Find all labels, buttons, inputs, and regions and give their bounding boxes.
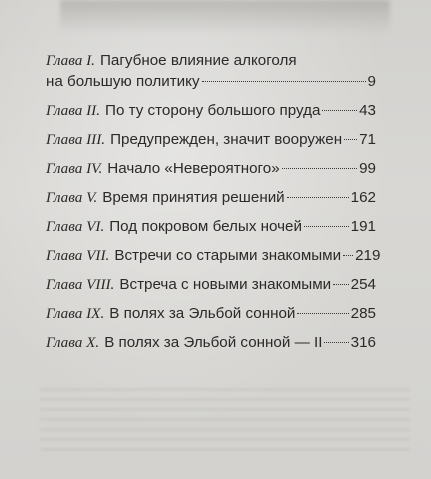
chapter-number: Глава II. (46, 102, 101, 119)
toc-entry-3 (46, 129, 376, 150)
toc-entry-6 (46, 216, 376, 237)
dot-leader (282, 168, 357, 169)
toc-entry-1 (46, 50, 376, 92)
dot-leader (287, 197, 349, 198)
chapter-title: Начало «Невероятного» (107, 160, 280, 177)
chapter-number: Глава VII. (46, 247, 110, 264)
dot-leader (324, 342, 348, 343)
dot-leader (202, 81, 366, 82)
page-number: 99 (359, 160, 376, 177)
chapter-number: Глава III. (46, 131, 106, 148)
dot-leader (322, 110, 357, 111)
chapter-number: Глава VIII. (46, 276, 115, 293)
page-number: 43 (359, 102, 376, 119)
chapter-title: Предупрежден, значит вооружен (110, 131, 343, 148)
chapter-number: Глава V. (46, 189, 98, 206)
toc-entry-8 (46, 274, 376, 295)
chapter-title: В полях за Эльбой сонной — II (104, 334, 323, 351)
page-number: 285 (350, 305, 376, 322)
chapter-title: Время принятия решений (102, 189, 285, 206)
chapter-title: По ту сторону большого пруда (105, 102, 321, 119)
page-number: 162 (350, 189, 376, 206)
chapter-title: В полях за Эльбой сонной (109, 305, 296, 322)
chapter-title: Встречи со старыми знакомыми (114, 247, 342, 264)
chapter-number: Глава VI. (46, 218, 105, 235)
toc-entry-5 (46, 187, 376, 208)
show-through-bottom (40, 388, 410, 458)
toc-entry-9 (46, 303, 376, 324)
chapter-number: Глава X. (46, 334, 100, 351)
chapter-title: Пагубное влияние алкоголя (99, 52, 297, 69)
page-number: 9 (367, 73, 376, 90)
dot-leader (344, 139, 357, 140)
chapter-title-continued: на большую политику (46, 73, 200, 90)
chapter-number: Глава IV. (46, 160, 103, 177)
toc-entry-4 (46, 158, 376, 179)
page-number: 316 (350, 334, 376, 351)
show-through-top (60, 0, 390, 34)
dot-leader (333, 284, 349, 285)
toc-entry-2 (46, 100, 376, 121)
dot-leader (304, 226, 349, 227)
chapter-number: Глава IX. (46, 305, 105, 322)
chapter-title: Встреча с новыми знакомыми (119, 276, 332, 293)
page-number: 219 (355, 247, 381, 264)
page-number: 191 (350, 218, 376, 235)
dot-leader (297, 313, 348, 314)
chapter-title: Под покровом белых ночей (109, 218, 302, 235)
chapter-number: Глава I. (46, 52, 95, 69)
page-number: 254 (350, 276, 376, 293)
toc-entry-10 (46, 332, 376, 353)
table-of-contents (46, 50, 381, 353)
dot-leader (343, 255, 353, 256)
toc-entry-7 (46, 245, 381, 266)
page-number: 71 (359, 131, 376, 148)
